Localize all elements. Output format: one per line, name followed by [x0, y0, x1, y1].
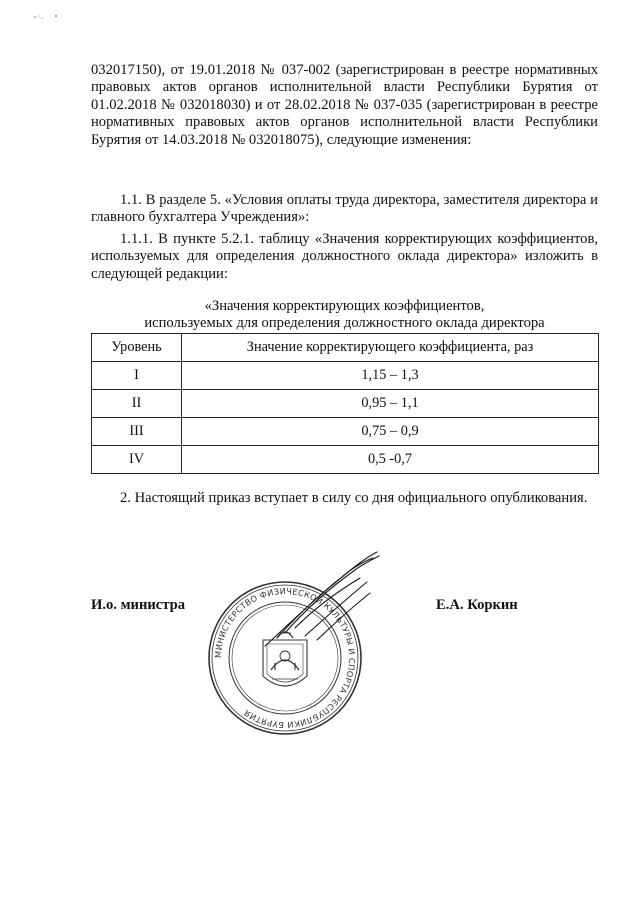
coefficient-cell: 0,5 -0,7 — [182, 446, 599, 474]
clause-2: 2. Настоящий приказ вступает в силу со дня официального опубликования. — [120, 490, 588, 506]
coefficient-cell: 0,75 – 0,9 — [182, 418, 599, 446]
table-caption-line2: используемых для определения должностного оклада директора — [144, 315, 545, 331]
table-row — [92, 446, 599, 474]
coefficient-cell: 0,95 – 1,1 — [182, 390, 599, 418]
coefficients-table — [91, 333, 599, 474]
header-level: Уровень — [92, 334, 182, 362]
clause-1-1: 1.1. В разделе 5. «Условия оплаты труда директора, заместителя директора и главного бухгалтера Учреждения»: — [91, 192, 598, 226]
table-row — [92, 362, 599, 390]
handwritten-signature — [255, 548, 385, 653]
level-cell: I — [92, 362, 182, 390]
level-cell: II — [92, 390, 182, 418]
coefficient-cell: 1,15 – 1,3 — [182, 362, 599, 390]
table-row — [92, 390, 599, 418]
table-caption-line1: «Значения корректирующих коэффициентов, — [204, 298, 485, 314]
signatory-position: И.о. министра — [91, 597, 185, 613]
header-coefficient: Значение корректирующего коэффициента, раз — [182, 334, 599, 362]
seal-text: МИНИСТЕРСТВО ФИЗИЧЕСКОЙ КУЛЬТУРЫ И СПОРТА РЕСПУБЛИКИ БУРЯТИЯ — [212, 585, 358, 731]
intro-paragraph: 032017150), от 19.01.2018 № 037-002 (зарегистрирован в реестре нормативных правовых актов органов исполнительной власти Республики Бурятия от 01.02.2018 № 032018030) и от 28.02.2018 № 037-035 (зарегистрирован в реестре нормативных правовых актов органов исполнительной власти Республики Бурятия от 14.03.2018 № 032018075), следующие изменения: — [91, 62, 598, 148]
table-row — [92, 418, 599, 446]
clause-1-1-1: 1.1.1. В пункте 5.2.1. таблицу «Значения корректирующих коэффициентов, используемых для определения должностного оклада директора» изложить в следующей редакции: — [91, 231, 598, 282]
level-cell: IV — [92, 446, 182, 474]
scan-noise-marks — [32, 12, 72, 22]
signatory-name: Е.А. Коркин — [436, 597, 518, 613]
table-header-row — [92, 334, 599, 362]
level-cell: III — [92, 418, 182, 446]
